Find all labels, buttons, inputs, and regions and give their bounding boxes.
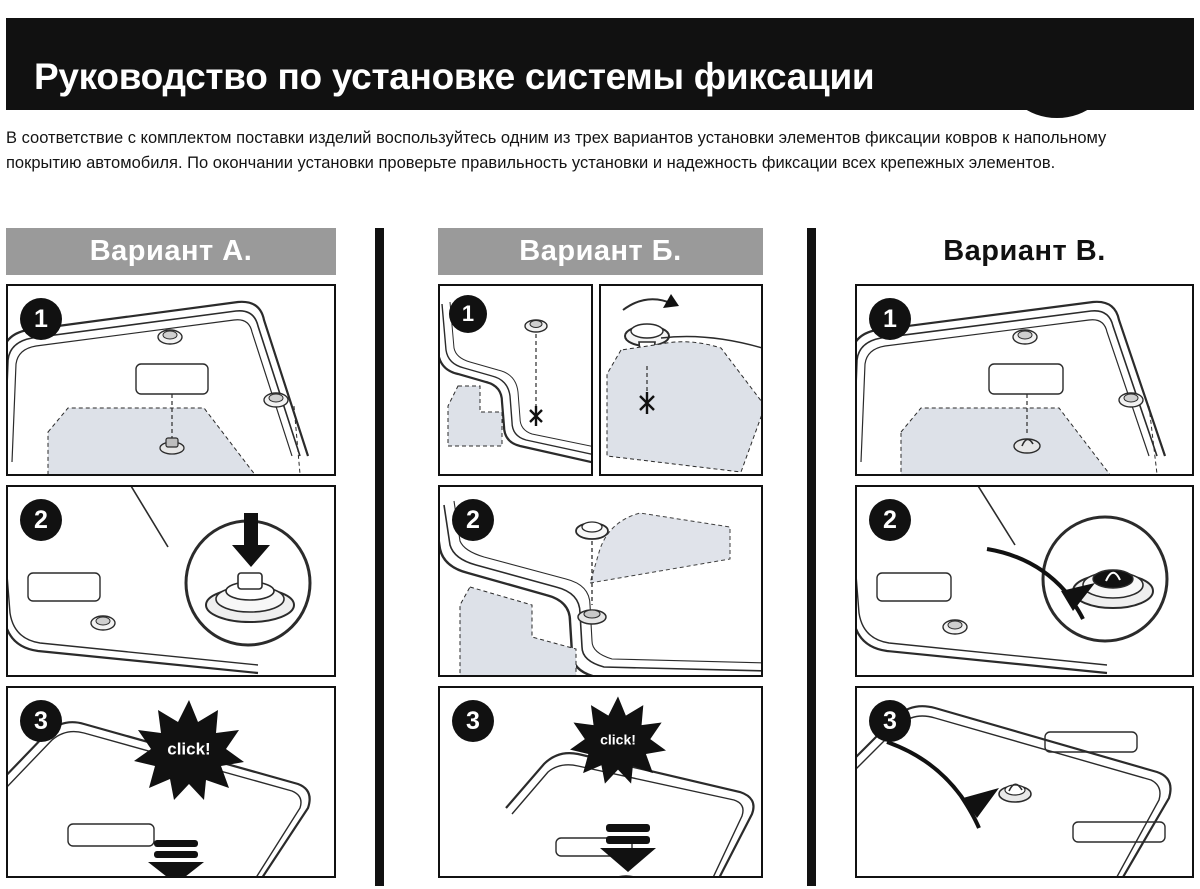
column-separator-1 [375,228,384,886]
variant-c-step-3-panel [855,686,1194,878]
variant-a-step-1-panel [6,284,336,476]
variant-b-step-1-badge: 1 [449,295,487,333]
variant-a-click-burst [134,700,244,800]
variant-c-step-1-badge: 1 [869,298,911,340]
mat-illustration-b1-right [601,286,763,476]
column-separator-2 [807,228,816,886]
variant-b-step-3-badge: 3 [452,700,494,742]
starburst-icon [570,696,666,784]
variant-c-column [855,228,1194,878]
page-title: Руководство по установке системы фиксации [34,56,875,97]
variant-c-step-2-badge: 2 [869,499,911,541]
variant-c-step-3-badge: 3 [869,700,911,742]
header-bar [6,18,1194,110]
variant-b-step-1-panel [438,284,763,476]
variant-c-step-2-panel [855,485,1194,677]
variant-a-step-3-panel [6,686,336,878]
variant-a-click-label: click! [167,739,211,759]
variant-b-click-burst [570,696,666,784]
variant-a-title: Вариант А. [6,228,336,275]
variant-a-step-2-panel [6,485,336,677]
variant-a-step-1-badge: 1 [20,298,62,340]
variant-b-step-3-panel [438,686,763,878]
variant-b-step-1-right [599,284,763,476]
variant-b-step-2-badge: 2 [452,499,494,541]
variant-b-title: Вариант Б. [438,228,763,275]
variant-a-column [6,228,344,878]
variant-b-column [438,228,763,878]
variant-a-step-3-badge: 3 [20,700,62,742]
starburst-icon [134,700,244,800]
variant-c-title: Вариант В. [943,235,1106,267]
variant-c-step-1-panel [855,284,1194,476]
variant-b-click-label: click! [600,731,636,748]
variant-b-step-2-panel [438,485,763,677]
intro-paragraph: В соответствие с комплектом поставки изделий воспользуйтесь одним из трех вариантов установки элементов фиксации ковров к напольному покрытию автомобиля. По окончании установки проверьте правильность установки и надежность фиксации всех крепежных элементов. [6,129,1107,172]
variant-a-step-2-badge: 2 [20,499,62,541]
variant-b-step-1-left [438,284,593,476]
